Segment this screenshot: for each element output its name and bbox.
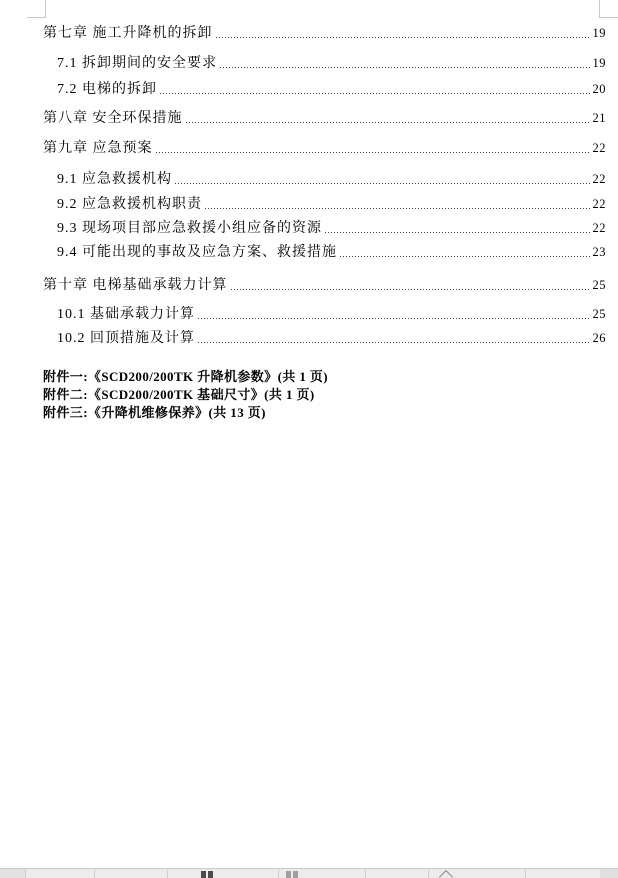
status-bar-divider xyxy=(167,869,168,878)
toc-entry-page-number: 22 xyxy=(592,197,606,211)
caret-up-icon[interactable] xyxy=(439,870,453,878)
status-bar-divider xyxy=(94,869,95,878)
toc-entry-page-number: 21 xyxy=(592,111,606,125)
toc-entry-label: 7.2 电梯的拆卸 xyxy=(57,82,157,97)
status-bar-divider xyxy=(365,869,366,878)
text-boundary-mark-top-left xyxy=(27,0,46,18)
toc-dotted-leader xyxy=(220,67,590,68)
page-view-icon[interactable] xyxy=(201,871,213,878)
toc-dotted-leader xyxy=(340,256,590,257)
toc-entry-label: 9.2 应急救援机构职责 xyxy=(57,197,202,212)
toc-entry[interactable] xyxy=(43,277,606,294)
toc-entry-page-number: 19 xyxy=(592,56,606,70)
toc-entry[interactable] xyxy=(57,81,606,98)
status-bar-divider xyxy=(525,869,526,878)
status-bar-divider xyxy=(25,869,26,878)
toc-entry-label: 10.1 基础承载力计算 xyxy=(57,307,195,322)
toc-dotted-leader xyxy=(175,183,590,184)
toc-entry[interactable] xyxy=(57,220,606,237)
toc-dotted-leader xyxy=(205,208,590,209)
attachment-line: 附件三:《升降机维修保养》(共 13 页) xyxy=(43,405,266,420)
toc-entry-label: 9.1 应急救援机构 xyxy=(57,172,172,187)
toc-entry-label: 第八章 安全环保措施 xyxy=(43,111,183,126)
toc-entry-page-number: 19 xyxy=(592,26,606,40)
status-bar-divider xyxy=(428,869,429,878)
toc-entry-page-number: 22 xyxy=(592,221,606,235)
toc-entry-label: 9.3 现场项目部应急救援小组应备的资源 xyxy=(57,221,322,236)
toc-entry[interactable] xyxy=(43,140,606,157)
toc-entry-page-number: 22 xyxy=(592,141,606,155)
toc-entry-label: 第十章 电梯基础承载力计算 xyxy=(43,278,228,293)
toc-entry-label: 第九章 应急预案 xyxy=(43,141,153,156)
attachment-line: 附件二:《SCD200/200TK 基础尺寸》(共 1 页) xyxy=(43,387,315,402)
status-bar-left-segment xyxy=(0,869,25,878)
toc-entry-page-number: 26 xyxy=(592,331,606,345)
toc-entry[interactable] xyxy=(57,171,606,188)
toc-entry-label: 第七章 施工升降机的拆卸 xyxy=(43,26,213,41)
attachment-line: 附件一:《SCD200/200TK 升降机参数》(共 1 页) xyxy=(43,369,329,384)
toc-entry[interactable] xyxy=(43,25,606,42)
toc-entry[interactable] xyxy=(57,244,606,261)
toc-dotted-leader xyxy=(156,152,590,153)
toc-entry[interactable] xyxy=(57,196,606,213)
status-bar-divider xyxy=(278,869,279,878)
toc-entry-page-number: 22 xyxy=(592,172,606,186)
toc-entry-label: 10.2 回顶措施及计算 xyxy=(57,331,195,346)
toc-entry-label: 7.1 拆卸期间的安全要求 xyxy=(57,56,217,71)
toc-entry-page-number: 23 xyxy=(592,245,606,259)
toc-entry-page-number: 20 xyxy=(592,82,606,96)
toc-dotted-leader xyxy=(160,93,590,94)
toc-dotted-leader xyxy=(186,122,590,123)
toc-entry[interactable] xyxy=(57,55,606,72)
toc-dotted-leader xyxy=(198,342,590,343)
status-bar-right-segment xyxy=(600,869,618,878)
toc-dotted-leader xyxy=(216,37,590,38)
toc-dotted-leader xyxy=(198,318,590,319)
toc-entry-page-number: 25 xyxy=(592,307,606,321)
toc-entry[interactable] xyxy=(57,330,606,347)
toc-dotted-leader xyxy=(325,232,590,233)
status-bar xyxy=(0,868,618,878)
text-boundary-mark-top-right xyxy=(599,0,618,18)
toc-entry[interactable] xyxy=(43,110,606,127)
toc-entry[interactable] xyxy=(57,306,606,323)
toc-entry-label: 9.4 可能出现的事故及应急方案、救援措施 xyxy=(57,245,337,260)
web-view-icon[interactable] xyxy=(286,871,298,878)
toc-dotted-leader xyxy=(231,289,590,290)
toc-entry-page-number: 25 xyxy=(592,278,606,292)
